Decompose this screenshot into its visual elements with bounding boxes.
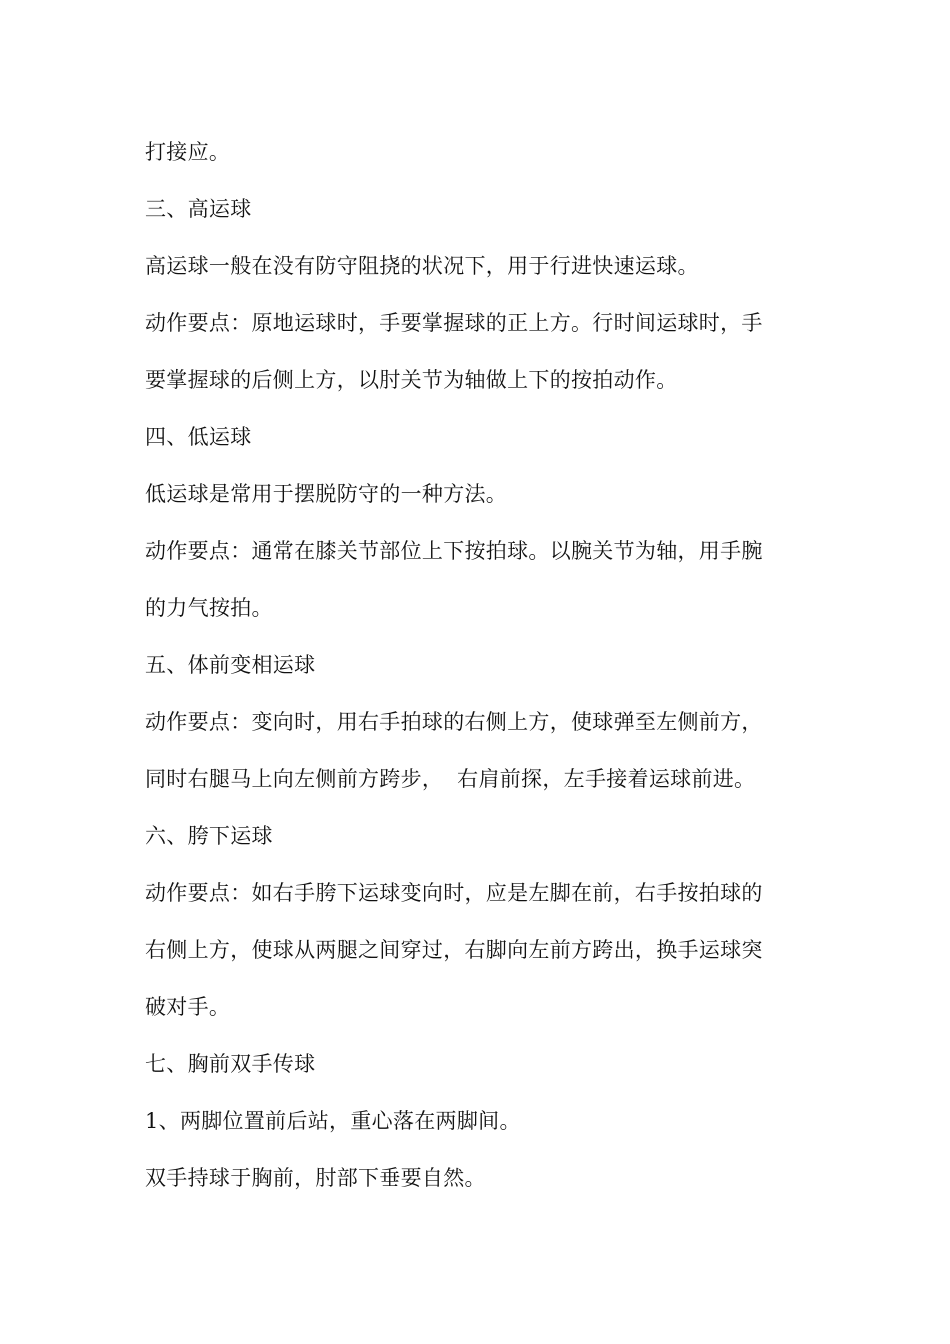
paragraph-line: 右侧上方，使球从两腿之间穿过，右脚向左前方跨出，换手运球突 (145, 938, 763, 962)
paragraph-continuation: 打接应。 (145, 140, 231, 164)
paragraph-line: 动作要点：变向时，用右手拍球的右侧上方，使球弹至左侧前方， (145, 710, 763, 734)
paragraph-line: 同时右腿马上向左侧前方跨步， 右肩前探，左手接着运球前进。 (145, 767, 756, 791)
paragraph-line: 高运球一般在没有防守阻挠的状况下，用于行进快速运球。 (145, 254, 699, 278)
paragraph-line: 动作要点：原地运球时，手要掌握球的正上方。行时间运球时，手 (145, 311, 763, 335)
paragraph-line: 双手持球于胸前，肘部下垂要自然。 (145, 1166, 486, 1190)
section-heading-high-dribble: 三、高运球 (145, 197, 252, 221)
paragraph-line: 动作要点：通常在膝关节部位上下按拍球。以腕关节为轴，用手腕 (145, 539, 763, 563)
paragraph-line: 要掌握球的后侧上方，以肘关节为轴做上下的按拍动作。 (145, 368, 678, 392)
section-heading-crossover: 五、体前变相运球 (145, 653, 316, 677)
paragraph-line: 的力气按拍。 (145, 596, 273, 620)
paragraph-line: 动作要点：如右手胯下运球变向时，应是左脚在前，右手按拍球的 (145, 881, 763, 905)
paragraph-line: 低运球是常用于摆脱防守的一种方法。 (145, 482, 508, 506)
paragraph-line: 1、两脚位置前后站，重心落在两脚间。 (145, 1109, 521, 1133)
section-heading-chest-pass: 七、胸前双手传球 (145, 1052, 316, 1076)
section-heading-between-legs: 六、胯下运球 (145, 824, 273, 848)
paragraph-line: 破对手。 (145, 995, 231, 1019)
section-heading-low-dribble: 四、低运球 (145, 425, 252, 449)
